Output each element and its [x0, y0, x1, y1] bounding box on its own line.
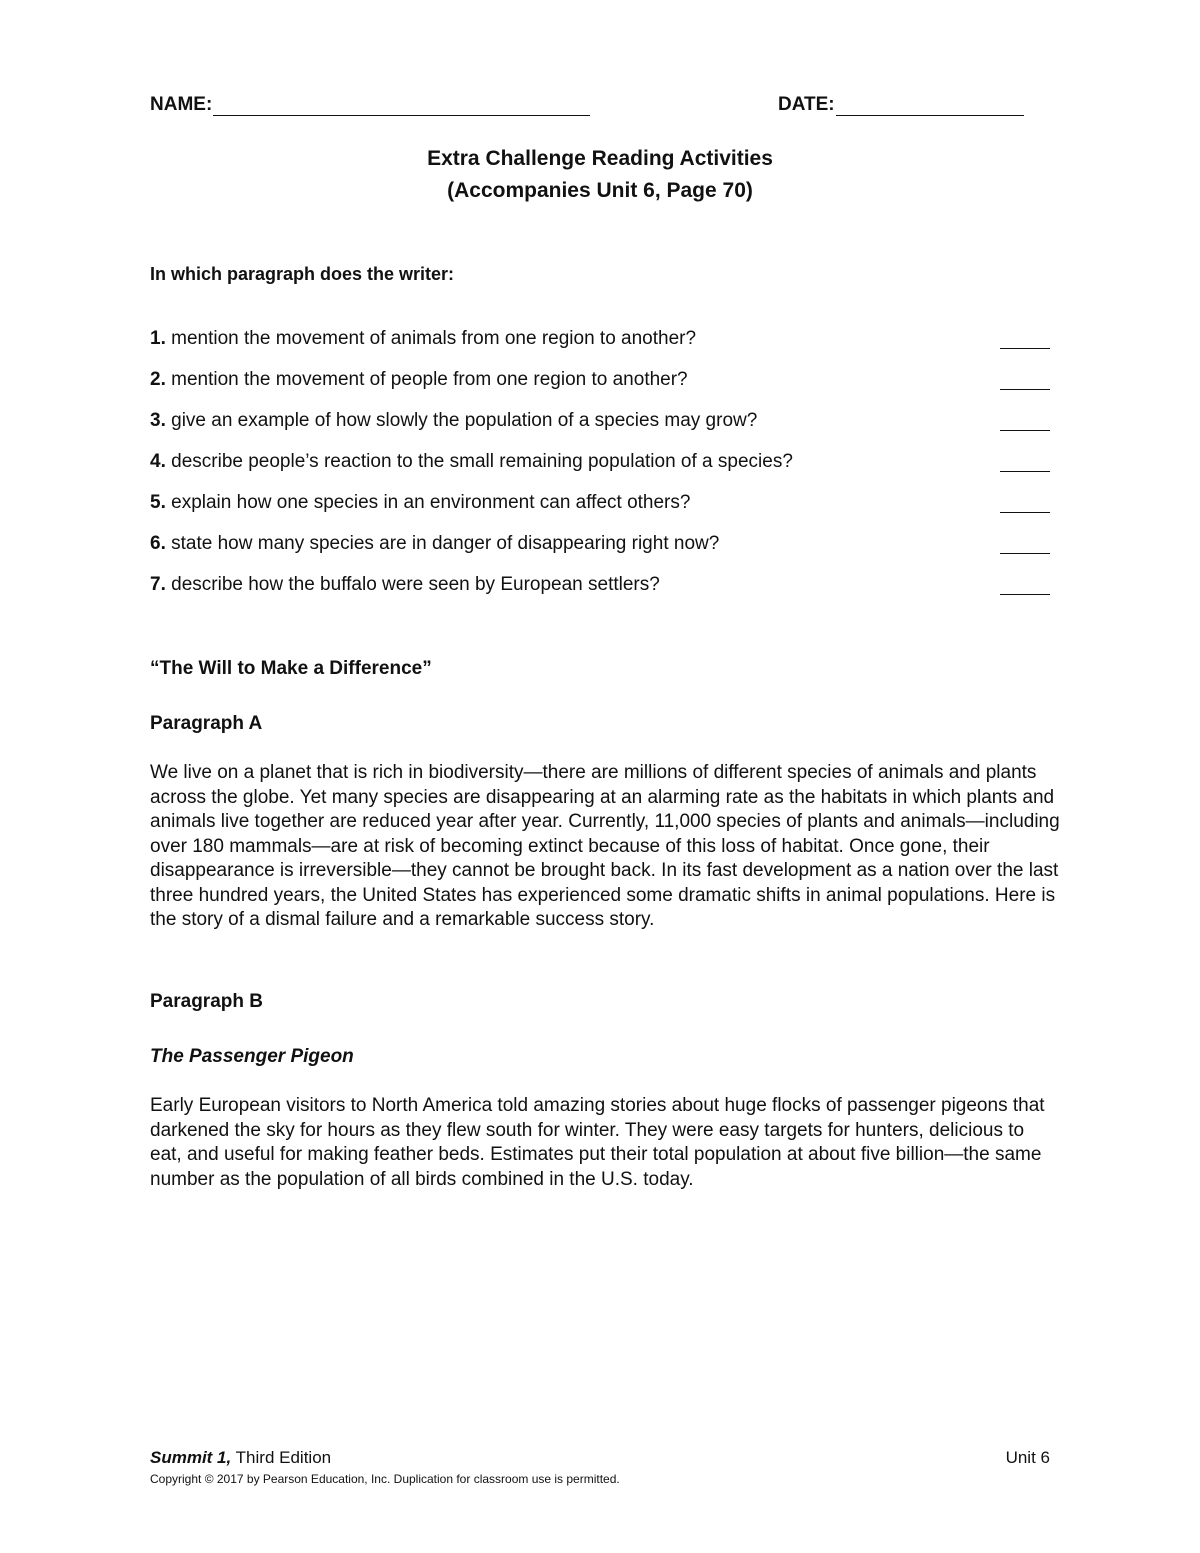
question-text: give an example of how slowly the population of a species may grow? [165, 410, 758, 431]
question-number: 5. [150, 492, 166, 513]
question-item [150, 451, 1050, 477]
question-number: 4. [150, 451, 166, 472]
paragraph-b-subheading: The Passenger Pigeon [150, 1046, 354, 1067]
question-text: mention the movement of people from one region to another? [165, 369, 688, 390]
paragraph-a-heading: Paragraph A [150, 713, 263, 734]
name-label: NAME: [150, 94, 213, 115]
answer-blank[interactable] [1000, 389, 1050, 390]
footer-edition: Third Edition [231, 1448, 332, 1467]
question-item [150, 410, 1050, 436]
paragraph-b-heading: Paragraph B [150, 991, 263, 1012]
name-blank[interactable] [213, 97, 590, 116]
worksheet-subtitle: (Accompanies Unit 6, Page 70) [447, 179, 753, 202]
question-number: 7. [150, 574, 166, 595]
answer-blank[interactable] [1000, 594, 1050, 595]
worksheet-title: Extra Challenge Reading Activities [427, 147, 773, 170]
date-blank[interactable] [836, 97, 1024, 116]
question-text: state how many species are in danger of disappearing right now? [165, 533, 720, 554]
footer-unit: Unit 6 [1005, 1448, 1050, 1467]
date-field[interactable] [778, 94, 1024, 116]
question-number: 6. [150, 533, 166, 554]
instructions: In which paragraph does the writer: [150, 264, 455, 284]
answer-blank[interactable] [1000, 471, 1050, 472]
question-number: 2. [150, 369, 166, 390]
paragraph-a-text: We live on a planet that is rich in biodiversity—there are millions of different species of animals and plants across the globe. Yet many species are disappearing at an alarming rate as the habitats in which plants and animals live together are reduced year after year. Currently, 11,000 species of plants and animals—including over 180 mammals—are at risk of becoming extinct because of this loss of habitat. Once gone, their disappearance is irreversible—they cannot be brought back. In its fast development as a nation over the last three hundred years, the United States has experienced some dramatic shifts in animal populations. Here is the story of a dismal failure and a remarkable success story. [150, 762, 1060, 930]
copyright-notice: Copyright © 2017 by Pearson Education, Inc. Duplication for classroom use is permitted. [150, 1472, 620, 1486]
answer-blank[interactable] [1000, 553, 1050, 554]
question-item [150, 574, 1050, 600]
question-text: describe how the buffalo were seen by European settlers? [165, 574, 660, 595]
answer-blank[interactable] [1000, 512, 1050, 513]
question-text: describe people’s reaction to the small remaining population of a species? [165, 451, 793, 472]
article-title: “The Will to Make a Difference” [150, 658, 432, 679]
question-number: 3. [150, 410, 166, 431]
name-field[interactable] [150, 94, 590, 116]
footer-book-title [150, 1448, 331, 1468]
question-text: explain how one species in an environment can affect others? [165, 492, 691, 513]
question-item [150, 328, 1050, 354]
question-item [150, 369, 1050, 395]
question-text: mention the movement of animals from one region to another? [165, 328, 697, 349]
answer-blank[interactable] [1000, 348, 1050, 349]
question-item [150, 492, 1050, 518]
footer-book: Summit 1, [150, 1448, 232, 1467]
question-item [150, 533, 1050, 559]
answer-blank[interactable] [1000, 430, 1050, 431]
date-label: DATE: [778, 94, 835, 115]
paragraph-b-text: Early European visitors to North America told amazing stories about huge flocks of passenger pigeons that darkened the sky for hours as they flew south for winter. They were easy targets for hunters, delicious to eat, and useful for making feather beds. Estimates put their total population at about five billion—the same number as the population of all birds combined in the U.S. today. [150, 1095, 1045, 1190]
question-number: 1. [150, 328, 166, 349]
